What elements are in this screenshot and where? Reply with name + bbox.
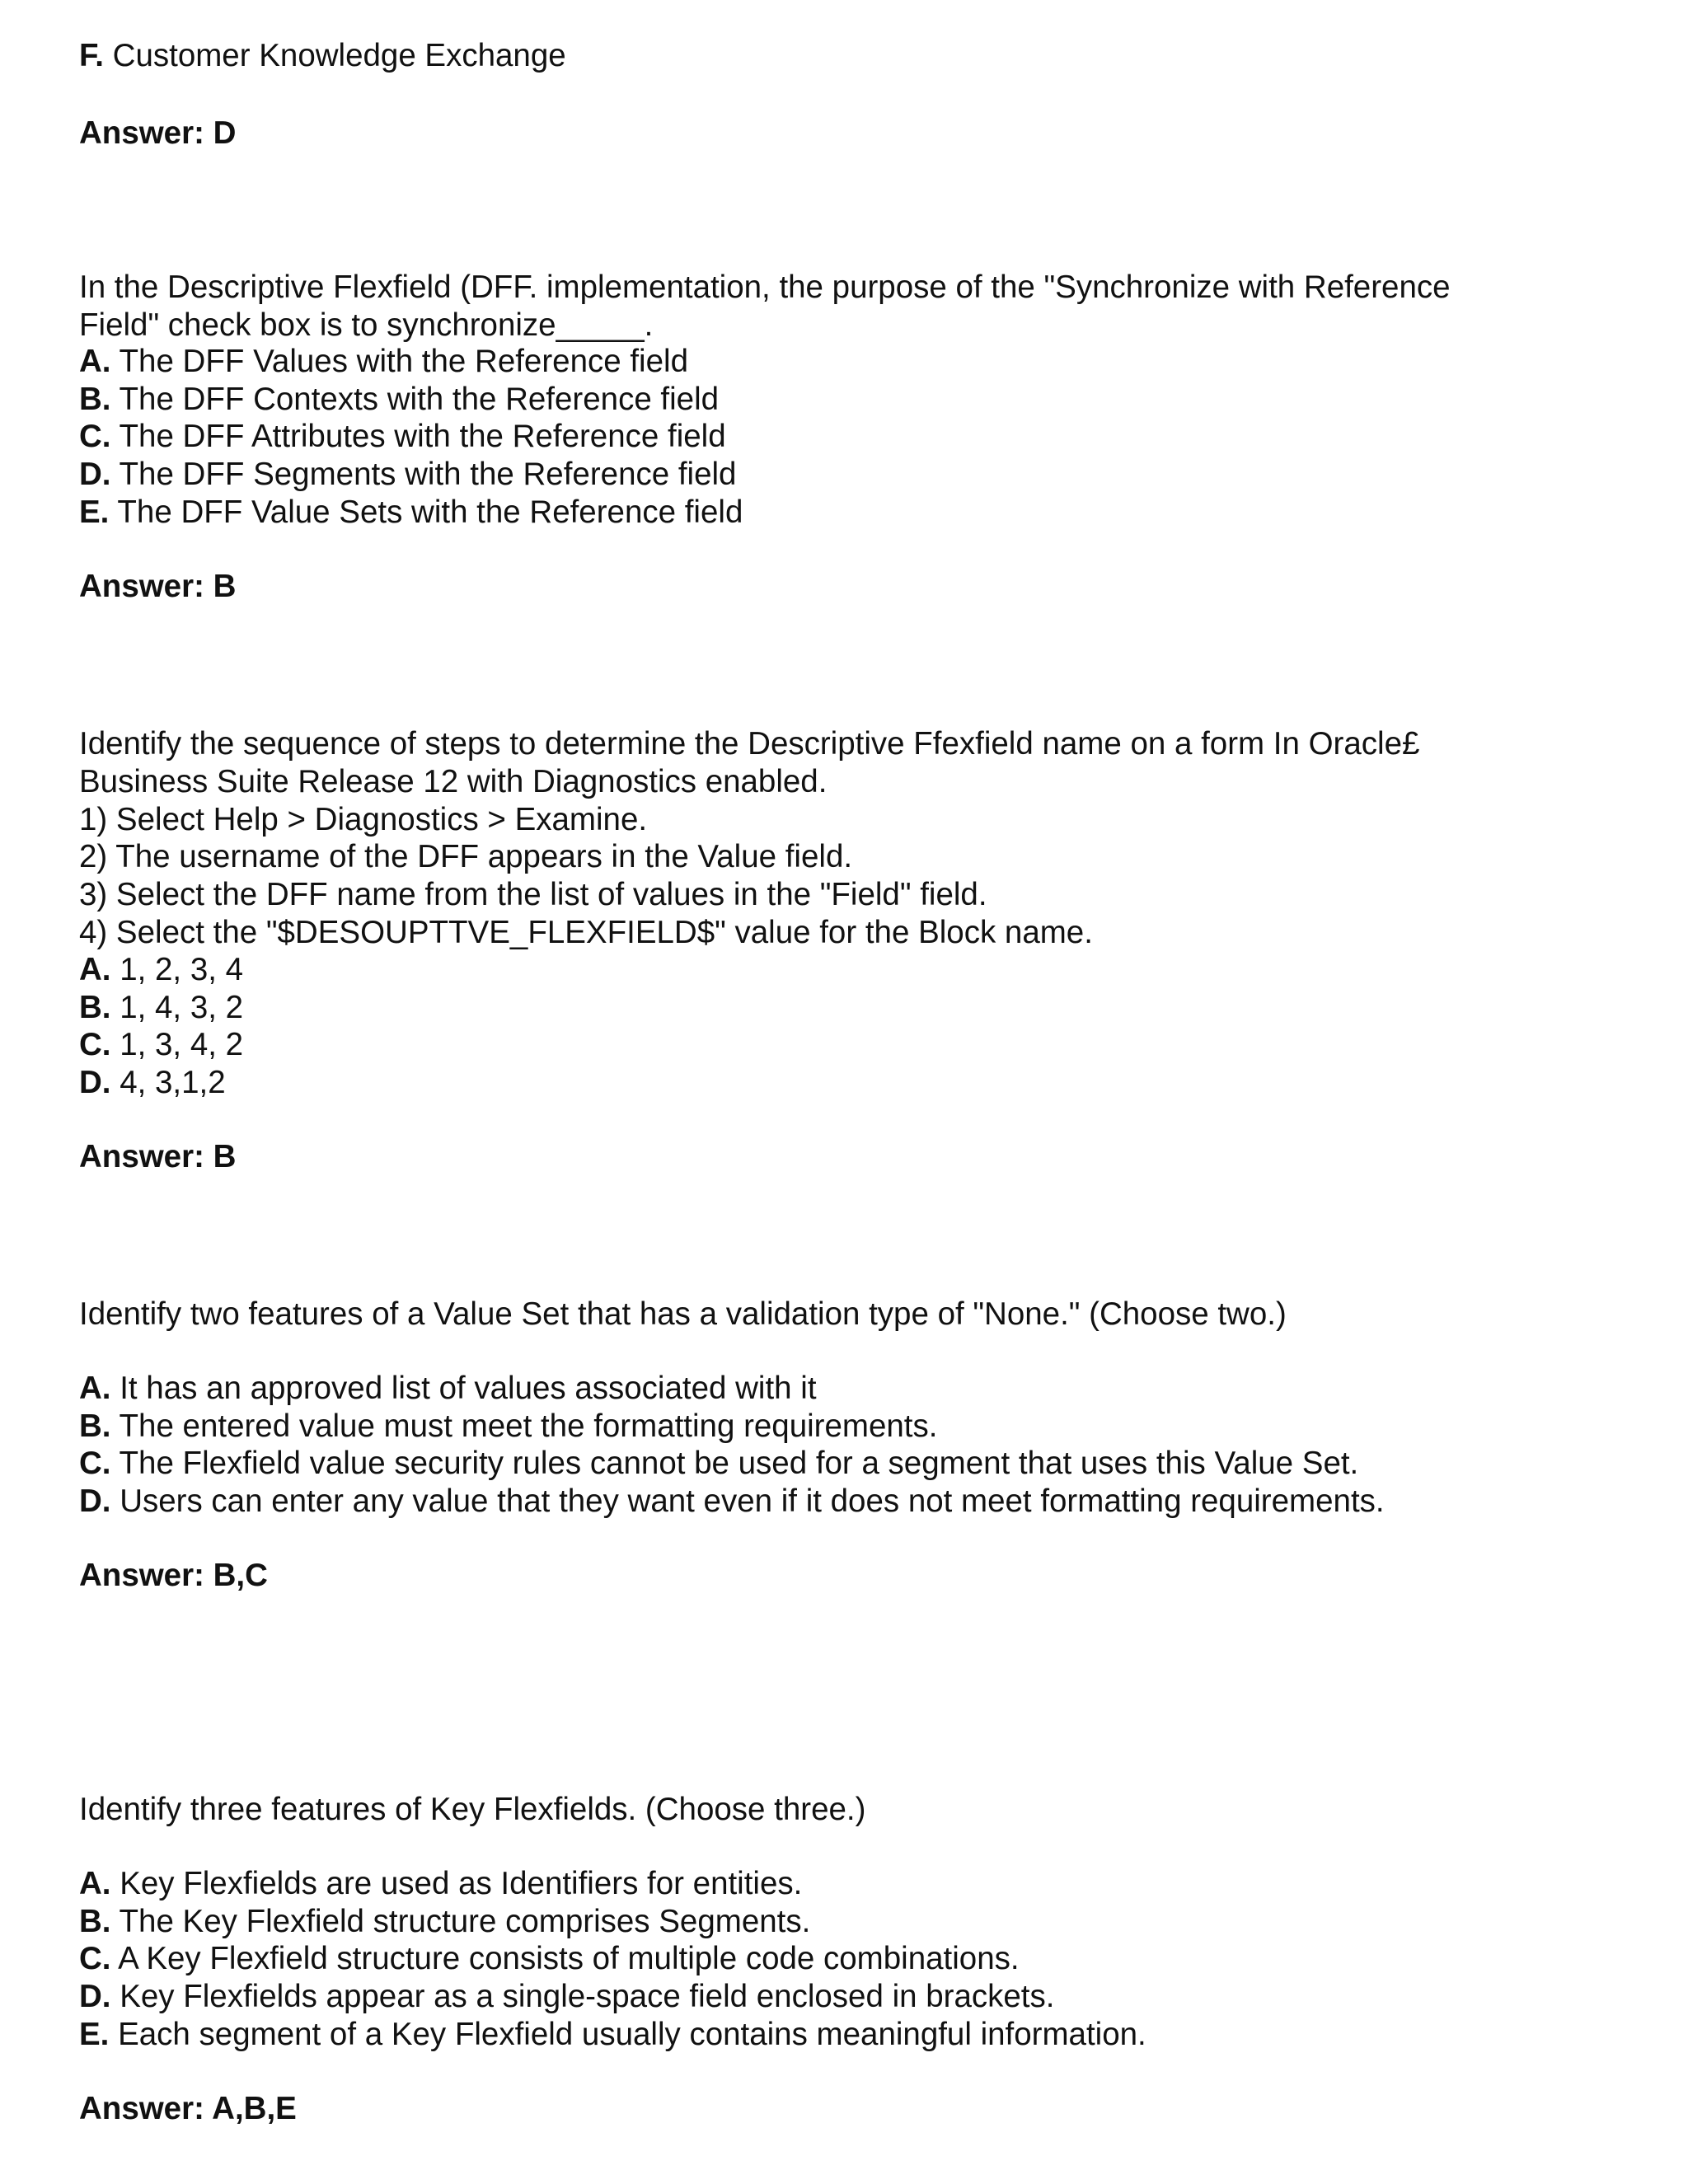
option-text: The DFF Value Sets with the Reference field	[117, 494, 743, 530]
option-text: The Key Flexfield structure comprises Segments.	[119, 1904, 811, 1939]
option-text: The DFF Contexts with the Reference field	[119, 382, 720, 417]
option-line	[79, 343, 688, 381]
option-letter: A.	[79, 1866, 111, 1901]
question-stem: In the Descriptive Flexfield (DFF. implementation, the purpose of the "Synchronize with Reference	[79, 269, 1451, 305]
option-line	[79, 456, 736, 494]
answer-line: Answer: B	[79, 569, 237, 604]
option-line	[79, 989, 243, 1027]
option-text: The DFF Values with the Reference field	[119, 344, 688, 379]
option-text: 1, 4, 3, 2	[120, 990, 244, 1025]
option-letter: D.	[79, 1979, 111, 2014]
question-stem: Identify three features of Key Flexfields. (Choose three.)	[79, 1792, 866, 1827]
option-line	[79, 1026, 243, 1064]
step-line: 4) Select the "$DESOUPTTVE_FLEXFIELD$" value for the Block name.	[79, 915, 1093, 950]
option-letter: C.	[79, 419, 111, 454]
question-stem: Field" check box is to synchronize_____.	[79, 307, 654, 343]
option-text: It has an approved list of values associated with it	[120, 1371, 817, 1406]
answer-line: Answer: B,C	[79, 1558, 268, 1593]
option-line	[79, 2016, 1146, 2054]
option-letter: E.	[79, 494, 110, 530]
question-stem: Business Suite Release 12 with Diagnostics enabled.	[79, 764, 828, 799]
option-line	[79, 1370, 817, 1408]
option-text: The Flexfield value security rules cannot be used for a segment that uses this Value Set.	[119, 1446, 1359, 1481]
option-line	[79, 1903, 810, 1941]
option-letter: B.	[79, 1408, 111, 1444]
option-line	[79, 1408, 937, 1446]
option-line	[79, 1978, 1054, 2016]
option-letter: A.	[79, 344, 111, 379]
step-line: 1) Select Help > Diagnostics > Examine.	[79, 802, 648, 837]
option-line	[79, 418, 726, 456]
option-letter: A.	[79, 1371, 111, 1406]
option-text: Users can enter any value that they want even if it does not meet formatting requirements.	[120, 1483, 1385, 1519]
option-line	[79, 1940, 1020, 1978]
option-letter: B.	[79, 382, 111, 417]
option-text: 1, 3, 4, 2	[120, 1027, 244, 1062]
step-line: 2) The username of the DFF appears in the Value field.	[79, 839, 853, 874]
option-letter: C.	[79, 1027, 111, 1062]
question-stem: Identify the sequence of steps to determine the Descriptive Ffexfield name on a form In Oracle£	[79, 726, 1420, 762]
option-line	[79, 1865, 802, 1903]
option-letter: D.	[79, 1483, 111, 1519]
option-line	[79, 37, 566, 75]
option-text: The DFF Segments with the Reference field	[119, 457, 737, 492]
option-line	[79, 494, 743, 532]
option-letter: C.	[79, 1941, 111, 1976]
option-text: 1, 2, 3, 4	[120, 952, 244, 987]
option-letter: C.	[79, 1446, 111, 1481]
option-text: The DFF Attributes with the Reference field	[119, 419, 726, 454]
option-line	[79, 1445, 1358, 1483]
option-letter: A.	[79, 952, 111, 987]
option-text: Customer Knowledge Exchange	[112, 38, 566, 73]
option-text: The entered value must meet the formatting requirements.	[119, 1408, 938, 1444]
option-letter: B.	[79, 1904, 111, 1939]
option-text: A Key Flexfield structure consists of multiple code combinations.	[118, 1941, 1020, 1976]
answer-line: Answer: B	[79, 1139, 237, 1174]
option-letter: D.	[79, 1065, 111, 1100]
question-stem: Identify two features of a Value Set that has a validation type of "None." (Choose two.)	[79, 1296, 1287, 1332]
answer-line: Answer: A,B,E	[79, 2091, 297, 2126]
option-text: Each segment of a Key Flexfield usually contains meaningful information.	[118, 2017, 1146, 2052]
option-letter: E.	[79, 2017, 110, 2052]
option-letter: B.	[79, 990, 111, 1025]
option-letter: D.	[79, 457, 111, 492]
answer-line: Answer: D	[79, 115, 237, 151]
option-line	[79, 381, 719, 419]
option-text: Key Flexfields appear as a single-space field enclosed in brackets.	[120, 1979, 1055, 2014]
option-letter: F.	[79, 38, 104, 73]
option-text: 4, 3,1,2	[120, 1065, 226, 1100]
step-line: 3) Select the DFF name from the list of values in the "Field" field.	[79, 877, 987, 912]
option-line	[79, 951, 243, 989]
option-line	[79, 1064, 226, 1102]
option-line	[79, 1483, 1385, 1521]
option-text: Key Flexfields are used as Identifiers for entities.	[120, 1866, 803, 1901]
